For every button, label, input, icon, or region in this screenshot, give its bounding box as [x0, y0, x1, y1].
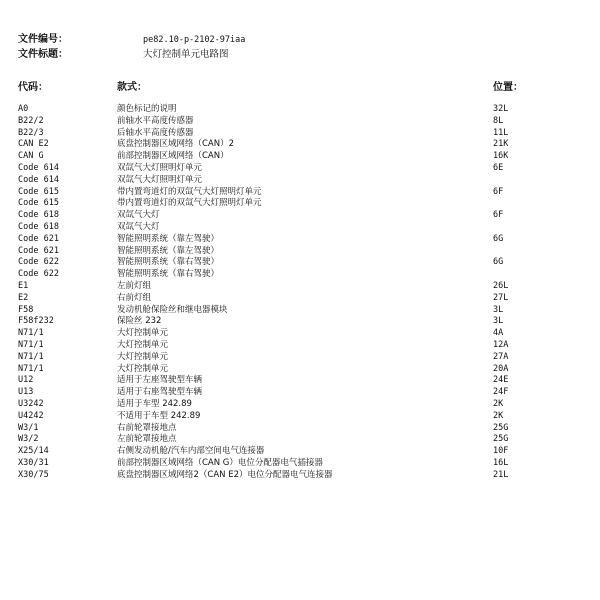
table-row: [0, 198, 600, 210]
table-row: [0, 375, 600, 387]
component-description: 左前轮罩接地点: [117, 434, 177, 445]
component-description: 前轴水平高度传感器: [117, 115, 194, 126]
component-code: E2: [18, 292, 29, 303]
component-position: 32L: [493, 104, 509, 114]
component-description: 适用于车型 242.89: [117, 398, 192, 409]
component-description: 左前灯组: [117, 280, 152, 291]
component-description: 智能照明系统（靠左驾驶）: [117, 245, 220, 256]
component-description: 右侧发动机舱/汽车内部空间电气连接器: [117, 446, 265, 457]
component-position: 3L: [493, 304, 504, 315]
component-position: 16L: [493, 457, 509, 468]
component-code: Code 615: [18, 186, 59, 197]
component-position: 3L: [493, 316, 504, 327]
component-position: 21K: [493, 139, 509, 150]
component-position: 25G: [493, 434, 509, 445]
component-code: Code 618: [18, 221, 59, 232]
component-code: Code 621: [18, 245, 59, 256]
component-position: 24F: [493, 387, 509, 398]
component-code: N71/1: [18, 328, 44, 339]
table-row: [0, 234, 600, 246]
component-code: Code 622: [18, 257, 59, 268]
component-description: 底盘控制器区域网络2（CAN E2）电位分配器电气连接器: [117, 469, 333, 480]
component-code: Code 614: [18, 162, 59, 173]
component-position: 6G: [493, 257, 504, 268]
component-description: 适用于左座驾驶型车辆: [117, 375, 203, 386]
component-description: 后轴水平高度传感器: [117, 127, 194, 138]
table-row: [0, 281, 600, 293]
table-row: [0, 423, 600, 435]
component-code: X30/31: [18, 457, 49, 468]
table-row: [0, 151, 600, 163]
component-description: 双氙气大灯: [117, 210, 160, 221]
table-row: [0, 470, 600, 482]
table-row: [0, 293, 600, 305]
component-code: W3/1: [18, 422, 39, 433]
component-description: 发动机舱保险丝和继电器模块: [117, 304, 228, 315]
component-position: 20A: [493, 363, 509, 374]
component-description: 智能照明系统（靠右驾驶）: [117, 269, 220, 280]
file-title-value: 大灯控制单元电路图: [143, 49, 229, 60]
table-row: [0, 128, 600, 140]
component-code: U3242: [18, 398, 44, 409]
table-row: [0, 458, 600, 470]
description-column-header: 款式：: [117, 82, 147, 93]
table-row: [0, 340, 600, 352]
component-position: 11L: [493, 127, 509, 138]
table-row: [0, 246, 600, 258]
table-row: [0, 175, 600, 187]
component-code: U4242: [18, 410, 44, 421]
code-column-header: 代码：: [18, 82, 48, 93]
component-position: 27L: [493, 292, 509, 303]
component-code: CAN G: [18, 151, 44, 162]
component-description: 双氙气大灯: [117, 221, 160, 232]
table-row: [0, 352, 600, 364]
table-row: [0, 163, 600, 175]
component-description: 大灯控制单元: [117, 363, 169, 374]
component-position: 25G: [493, 422, 509, 433]
component-code: F58: [18, 304, 34, 315]
table-row: [0, 328, 600, 340]
component-code: U12: [18, 375, 34, 386]
component-description: 前部控制器区域网络（CAN）: [117, 151, 229, 162]
component-description: 带内置弯道灯的双氙气大灯照明灯单元: [117, 186, 262, 197]
component-description: 大灯控制单元: [117, 351, 169, 362]
component-position: 24E: [493, 375, 509, 386]
component-code: W3/2: [18, 434, 39, 445]
table-row: [0, 269, 600, 281]
component-code: X30/75: [18, 469, 49, 480]
table-row: [0, 187, 600, 199]
component-description: 智能照明系统（靠左驾驶）: [117, 233, 220, 244]
table-row: [0, 210, 600, 222]
component-description: 双氙气大灯照明灯单元: [117, 162, 203, 173]
component-position: 4A: [493, 328, 504, 339]
component-code: F58f232: [18, 316, 54, 327]
component-position: 6G: [493, 233, 504, 244]
component-code: Code 621: [18, 233, 59, 244]
component-description: 颜色标记的说明: [117, 104, 177, 114]
table-row: [0, 139, 600, 151]
component-code: Code 615: [18, 198, 59, 209]
table-row: [0, 257, 600, 269]
component-description: 大灯控制单元: [117, 328, 169, 339]
table-row: [0, 305, 600, 317]
file-number-label: 文件编号：: [18, 34, 68, 45]
component-position: 27A: [493, 351, 509, 362]
component-description: 右前轮罩接地点: [117, 422, 177, 433]
file-title-label: 文件标题：: [18, 49, 68, 60]
component-table: [0, 104, 600, 482]
component-description: 底盘控制器区域网络（CAN）2: [117, 139, 235, 150]
component-position: 2K: [493, 410, 504, 421]
component-code: Code 622: [18, 269, 59, 280]
component-description: 适用于右座驾驶型车辆: [117, 387, 203, 398]
component-description: 右前灯组: [117, 292, 152, 303]
component-code: X25/14: [18, 446, 49, 457]
table-row: [0, 316, 600, 328]
component-position: 21L: [493, 469, 509, 480]
component-description: 大灯控制单元: [117, 339, 169, 350]
component-position: 12A: [493, 339, 509, 350]
table-row: [0, 104, 600, 116]
component-code: B22/2: [18, 115, 44, 126]
table-row: [0, 387, 600, 399]
table-row: [0, 364, 600, 376]
component-position: 6F: [493, 210, 504, 221]
component-code: E1: [18, 280, 29, 291]
component-code: U13: [18, 387, 34, 398]
component-description: 保险丝 232: [117, 316, 162, 327]
component-code: N71/1: [18, 339, 44, 350]
component-description: 智能照明系统（靠右驾驶）: [117, 257, 220, 268]
component-code: CAN E2: [18, 139, 49, 150]
table-row: [0, 399, 600, 411]
component-code: B22/3: [18, 127, 44, 138]
component-position: 6F: [493, 186, 504, 197]
component-position: 2K: [493, 398, 504, 409]
component-code: Code 618: [18, 210, 59, 221]
file-number-value: pe82.10-p-2102-97iaa: [143, 35, 246, 45]
table-row: [0, 411, 600, 423]
component-code: N71/1: [18, 363, 44, 374]
component-code: A0: [18, 104, 29, 114]
table-row: [0, 222, 600, 234]
table-header: [0, 81, 600, 95]
component-code: N71/1: [18, 351, 44, 362]
component-position: 6E: [493, 162, 504, 173]
table-row: [0, 116, 600, 128]
component-description: 双氙气大灯照明灯单元: [117, 174, 203, 185]
component-description: 带内置弯道灯的双氙气大灯照明灯单元: [117, 198, 262, 209]
component-position: 10F: [493, 446, 509, 457]
table-row: [0, 434, 600, 446]
component-description: 前部控制器区域网络（CAN G）电位分配器电气插接器: [117, 457, 323, 468]
component-code: Code 614: [18, 174, 59, 185]
component-description: 不适用于车型 242.89: [117, 410, 201, 421]
table-row: [0, 446, 600, 458]
component-position: 16K: [493, 151, 509, 162]
component-position: 8L: [493, 115, 504, 126]
position-column-header: 位置：: [493, 82, 523, 93]
component-position: 26L: [493, 280, 509, 291]
